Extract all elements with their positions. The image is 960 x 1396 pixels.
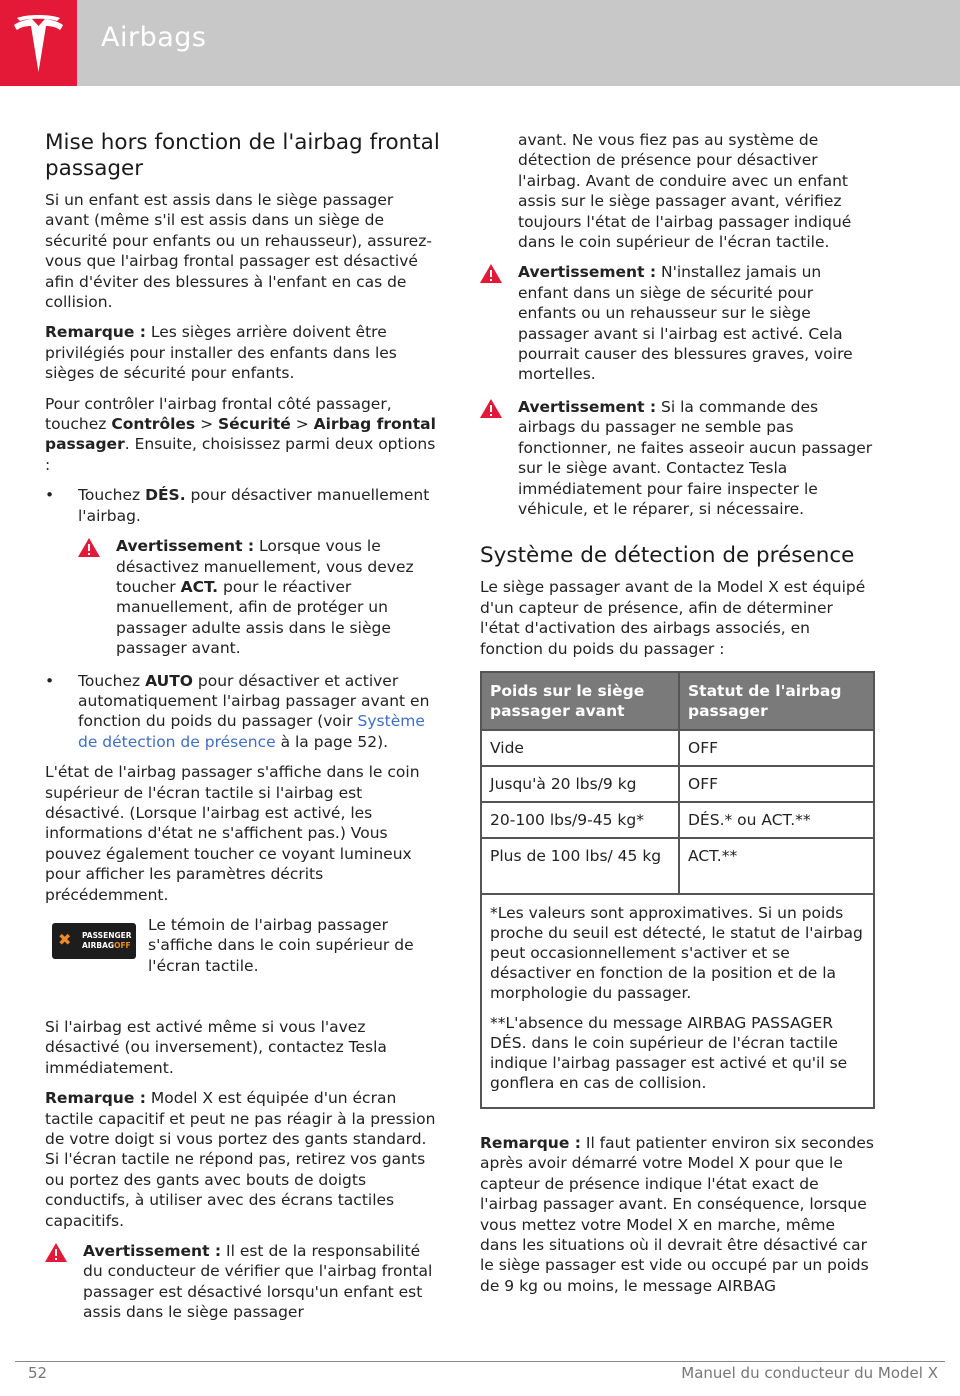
table-row — [481, 766, 874, 802]
path-separator: > — [290, 415, 314, 434]
section-heading-airbag-off: Mise hors fonction de l'airbag frontal passager — [45, 130, 440, 181]
page-title: Airbags — [101, 22, 207, 53]
note-label: Remarque : — [45, 1089, 146, 1108]
note-text: Les sièges arrière doivent être privilégiés pour installer des enfants dans les sièges de sécurité pour enfants. — [45, 323, 397, 383]
table-cell: OFF — [679, 730, 874, 766]
contact-paragraph: Si l'airbag est activé même si vous l'avez désactivé (ou inversement), contactez Tesla immédiatement. — [45, 1018, 387, 1077]
indicator-figure — [45, 915, 440, 1001]
option-auto: AUTO — [145, 671, 193, 690]
indicator-line-1: PASSENGER — [82, 931, 132, 940]
table-cell: Vide — [481, 730, 679, 766]
warning-label: Avertissement : — [116, 537, 255, 556]
footer-divider — [15, 1361, 945, 1362]
table-header-row — [481, 672, 874, 730]
option-on: ACT. — [180, 577, 219, 596]
control-text: . Ensuite, choisissez parmi deux options : — [45, 435, 436, 474]
menu-path-airbag: Airbag frontal passager — [45, 415, 436, 454]
occupancy-sensor-link[interactable]: Système de détection de présence — [78, 712, 425, 751]
footer-title: Manuel du conducteur du Model X — [681, 1364, 938, 1382]
indicator-off: OFF — [114, 941, 131, 950]
table-cell: OFF — [679, 766, 874, 802]
footnote: *Les valeurs sont approximatives. Si un poids proche du seuil est détecté, le statut de l'airbag peut occasionnellement s'activer et se désactiver en fonction de la position et de la morphologie du passager. — [490, 903, 863, 1002]
airbag-icon: ✖ — [58, 930, 72, 949]
table-cell: Plus de 100 lbs/ 45 kg — [481, 838, 679, 894]
path-separator: > — [195, 415, 218, 434]
table-cell: ACT.** — [679, 838, 874, 894]
note-text: Il faut patienter environ six secondes après avoir démarré votre Model X pour que le capteur de présence indique l'état exact de l'airbag passager avant. En conséquence, lorsque vous mettez votre Model X en marche, même dans les situations où il devrait être désactivé car le siège passager est vide ou occupé par un poids de 9 kg ou moins, le message AIRBAG — [480, 1133, 874, 1295]
options-list — [45, 485, 440, 526]
table-footnotes — [481, 894, 874, 1108]
warning-icon — [480, 399, 502, 418]
note-label: Remarque : — [45, 323, 146, 342]
warning-block — [480, 262, 875, 384]
tesla-logo-icon — [13, 14, 64, 72]
table-cell: Jusqu'à 20 lbs/9 kg — [481, 766, 679, 802]
continued-paragraph: avant. Ne vous fiez pas au système de détection de présence pour désactiver l'airbag. Avant de conduire avec un enfant assis sur le siège passager avant, vérifiez toujours l'état de l'airbag passager indiqué dans le coin supérieur de l'écran tactile. — [518, 131, 852, 252]
warning-block — [480, 397, 875, 519]
menu-path-safety: Sécurité — [218, 415, 291, 434]
weight-status-table — [480, 671, 875, 1109]
table-row — [481, 802, 874, 838]
control-paragraph — [45, 394, 440, 476]
page-number: 52 — [28, 1364, 48, 1382]
tesla-logo — [0, 0, 77, 86]
indicator-line-2 — [82, 941, 131, 950]
table-cell: DÉS.* ou ACT.** — [679, 802, 874, 838]
menu-path-controls: Contrôles — [111, 415, 196, 434]
warning-text: Si la commande des airbags du passager ne semble pas fonctionner, ne faites asseoir aucun passager sur le siège avant. Contactez Tesla immédiatement pour faire inspecter le véhicule, et le réparer, si nécessaire. — [518, 397, 873, 518]
warning-text: Il est de la responsabilité du conducteur de vérifier que l'airbag frontal passager est désactivé lorsqu'un enfant est assis dans le siège passager — [83, 1242, 433, 1322]
intro-paragraph: Si un enfant est assis dans le siège passager avant (même s'il est assis dans un siège de sécurité pour enfants ou un rehausseur), assurez-vous que l'airbag frontal passager est désactivé afin d'éviter des blessures à l'enfant en cas de collision. — [45, 191, 432, 312]
warning-block — [78, 536, 440, 658]
item-text: pour désactiver manuellement l'airbag. — [78, 486, 430, 525]
item-text: pour désactiver et activer automatiquement l'airbag passager avant en fonction du poids du passager (voir — [78, 671, 430, 731]
left-column — [45, 130, 440, 1335]
note-label: Remarque : — [480, 1133, 581, 1152]
warning-icon — [78, 538, 100, 557]
page-header — [0, 0, 960, 86]
bullet: • — [45, 671, 55, 690]
item-text: Touchez — [78, 486, 146, 505]
indicator-airbag: AIRBAG — [82, 941, 115, 950]
item-text: à la page 52). — [275, 732, 389, 751]
footnote: **L'absence du message AIRBAG PASSAGER DÉS. dans le coin supérieur de l'écran tactile indique l'airbag passager est activé et qu'il se gonflera en cas de collision. — [490, 1013, 848, 1092]
intro-paragraph: Le siège passager avant de la Model X est équipé d'un capteur de présence, afin de déterminer l'état d'activation des airbags associés, en fonction du poids du passager : — [480, 578, 866, 658]
indicator-caption: Le témoin de l'airbag passager s'affiche dans le coin supérieur de l'écran tactile. — [148, 916, 414, 975]
warning-block — [45, 1241, 440, 1323]
warning-label: Avertissement : — [518, 397, 657, 416]
status-paragraph: L'état de l'airbag passager s'affiche dans le coin supérieur de l'écran tactile si l'airbag est désactivé. (Lorsque l'airbag est activé, les informations d'état ne s'affichent pas.) Vous pouvez également toucher ce voyant lumineux pour afficher les paramètres décrits précédemment. — [45, 763, 420, 904]
list-item — [45, 485, 440, 526]
right-column — [480, 130, 875, 1306]
list-item — [45, 671, 440, 753]
option-off: DÉS. — [145, 486, 186, 505]
warning-text: pour le réactiver manuellement, afin de protéger un passager adulte assis dans le siège passager avant. — [116, 577, 391, 658]
note-paragraph — [45, 322, 440, 383]
table-row — [481, 730, 874, 766]
column-header: Statut de l'airbag passager — [679, 672, 874, 730]
warning-icon — [45, 1243, 67, 1262]
table-footnote-row — [481, 894, 874, 1108]
warning-text: Lorsque vous le désactivez manuellement, vous devez toucher — [116, 537, 414, 596]
warning-label: Avertissement : — [518, 263, 657, 282]
note-text: Model X est équipée d'un écran tactile capacitif et peut ne pas réagir à la pression de votre doigt si vous portez des gants standard. Si l'écran tactile ne répond pas, retirez vos gants ou portez des gants avec bouts de doigts conductifs, à utiliser avec des écrans tactiles capacitifs. — [45, 1089, 436, 1230]
passenger-airbag-off-indicator — [52, 923, 136, 959]
warning-text: N'installez jamais un enfant dans un siège de sécurité pour enfants ou un rehausseur sur le siège passager avant si l'airbag est activé. Cela pourrait causer des blessures graves, voire mortelles. — [518, 263, 853, 384]
note-paragraph — [480, 1133, 875, 1296]
warning-icon — [480, 264, 502, 283]
section-heading-occupancy: Système de détection de présence — [480, 543, 855, 569]
item-text: Touchez — [78, 671, 146, 690]
control-text: Pour contrôler l'airbag frontal côté passager, touchez — [45, 394, 392, 434]
column-header: Poids sur le siège passager avant — [481, 672, 679, 730]
bullet: • — [45, 486, 55, 505]
note-paragraph — [45, 1088, 440, 1231]
options-list — [45, 671, 440, 753]
warning-label: Avertissement : — [83, 1242, 222, 1261]
table-row — [481, 838, 874, 894]
table-cell: 20-100 lbs/9-45 kg* — [481, 802, 679, 838]
